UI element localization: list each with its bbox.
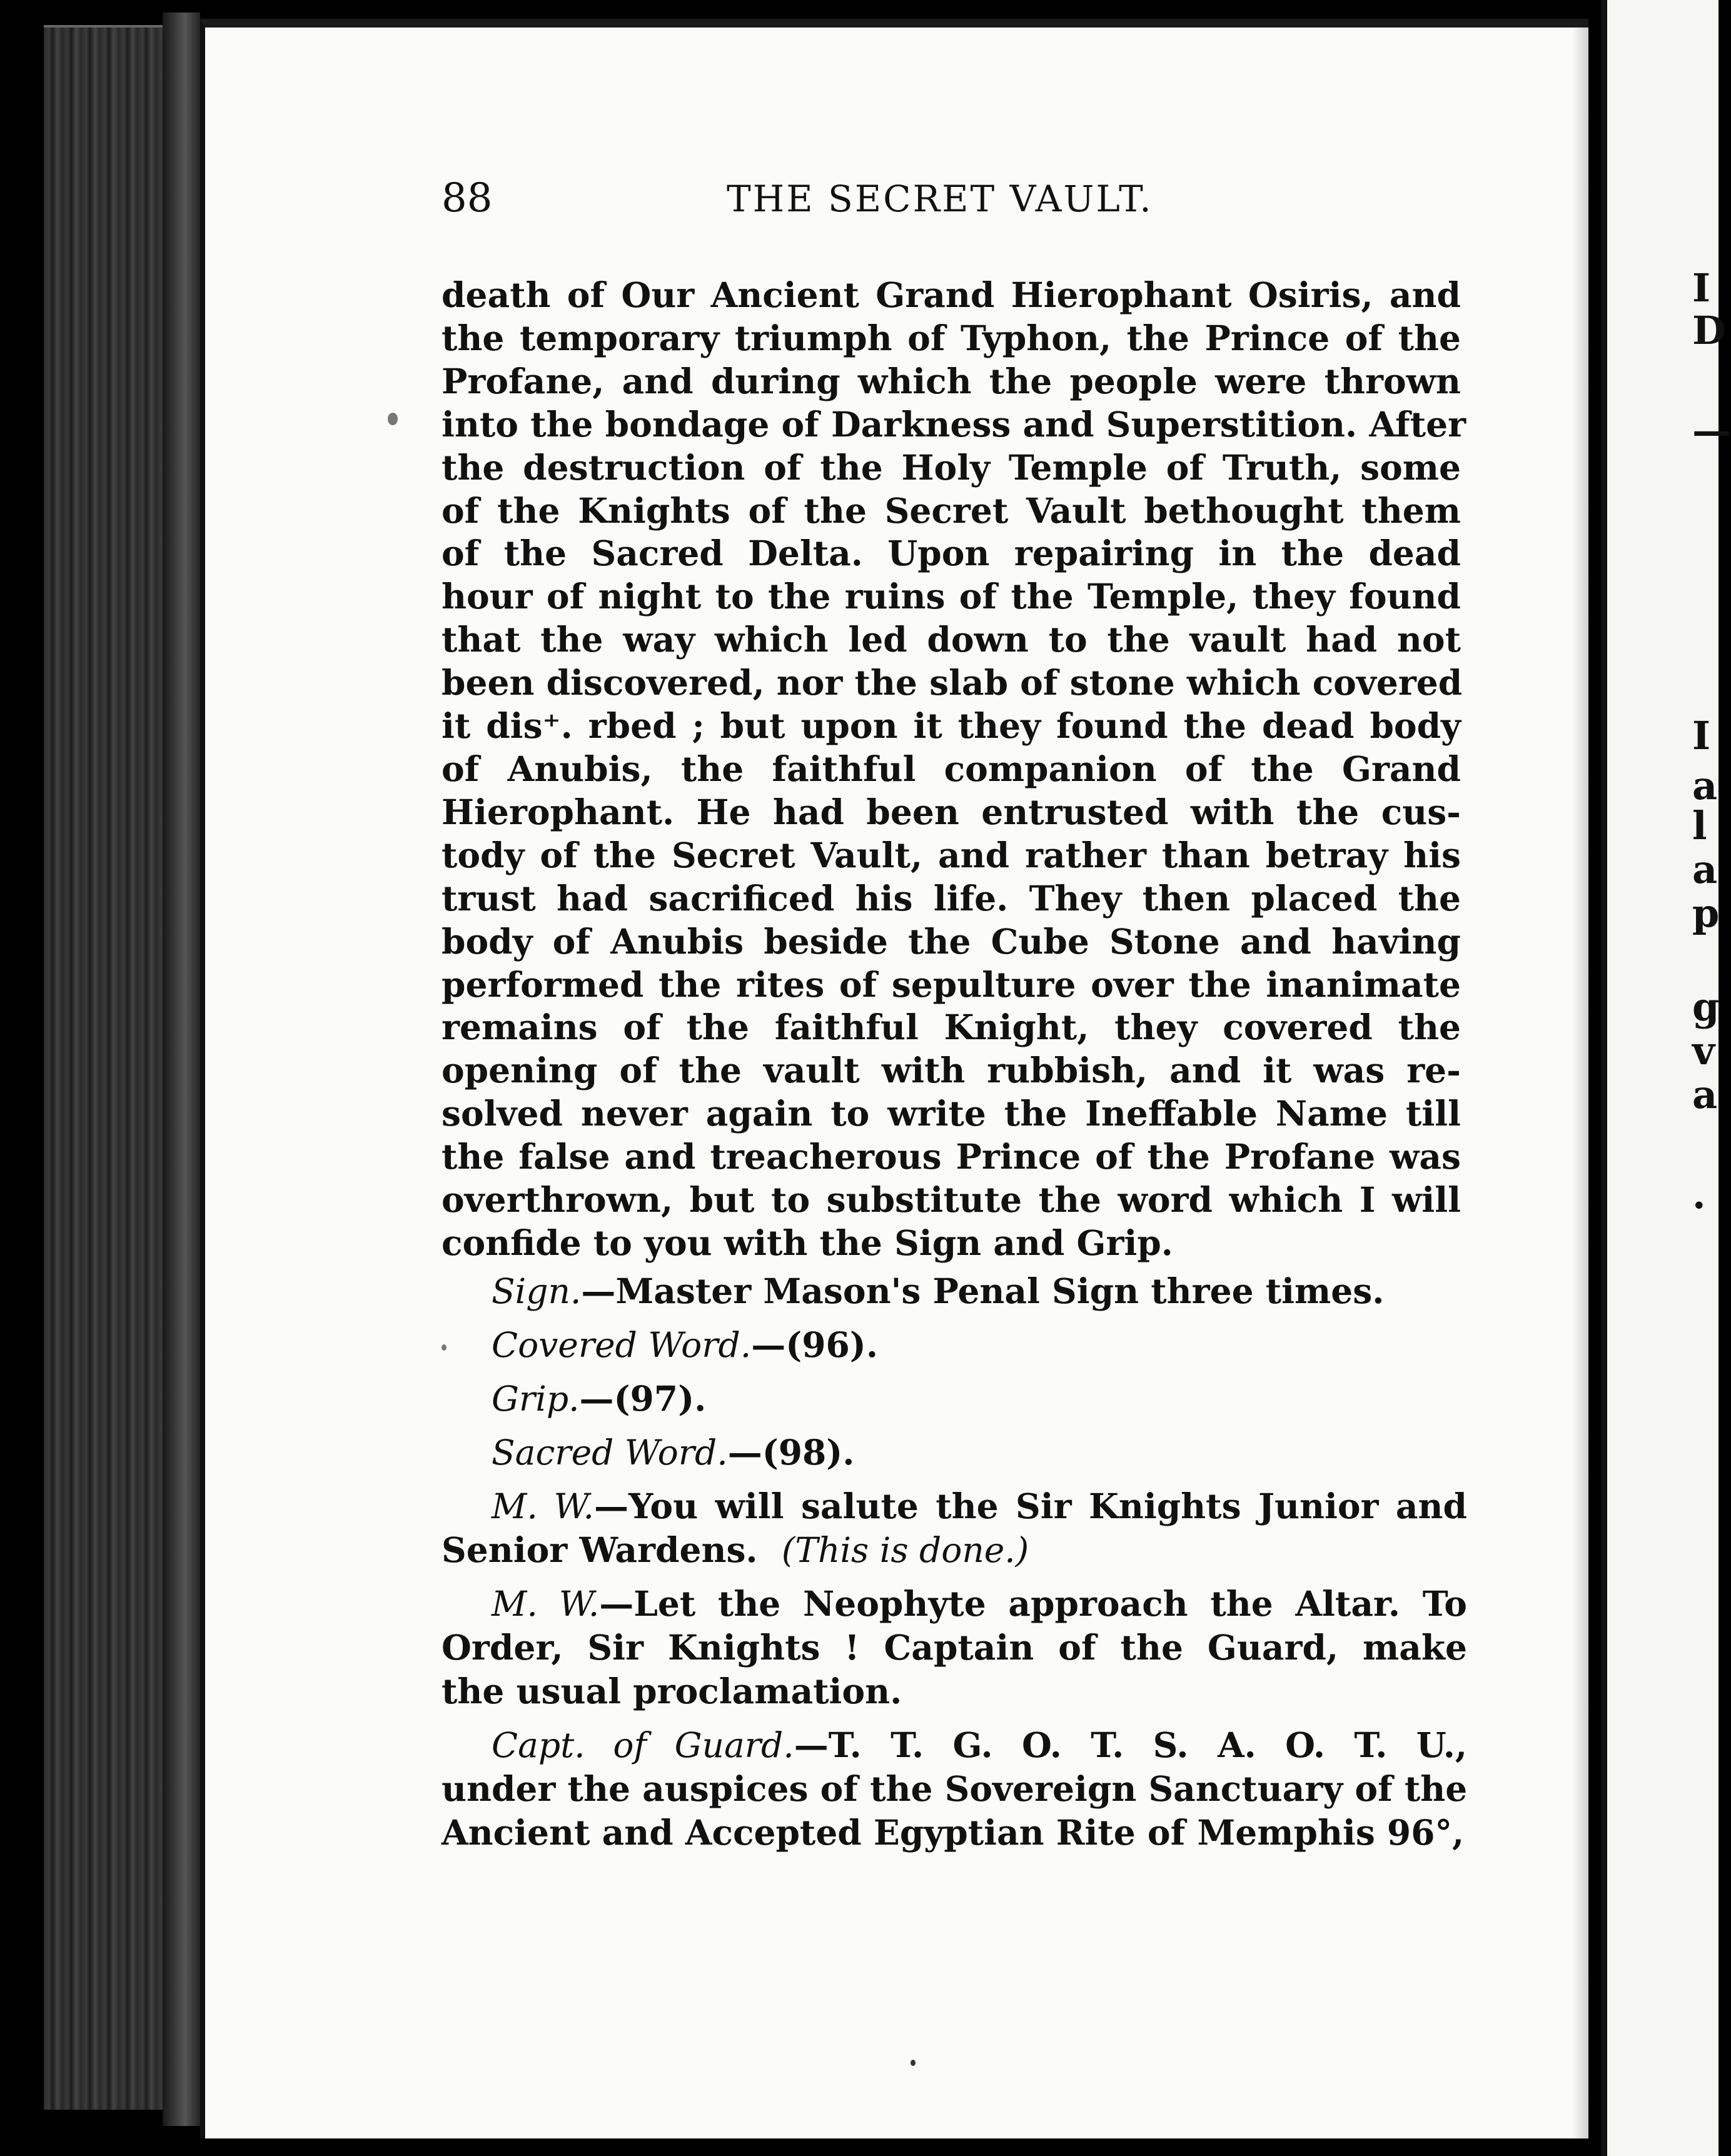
- speech-line: the usual proclamation.: [442, 1671, 902, 1711]
- text-line: it dis⁺. rbed ; but upon it they found the dead body: [442, 705, 1461, 747]
- speech-line: under the auspices of the Sovereign Sanctuary of the: [442, 1768, 1468, 1809]
- speech-line: —Let the Neophyte approach the Altar. To: [599, 1583, 1467, 1624]
- speech-line: Senior Wardens.: [442, 1529, 758, 1570]
- mw-salute-paragraph: [442, 1484, 1467, 1572]
- sacred-word-entry: [442, 1431, 1467, 1474]
- text-line: of the Knights of the Secret Vault bethought them: [442, 490, 1461, 531]
- text-line: hour of night to the ruins of the Temple, they found: [442, 576, 1461, 617]
- sign-text: —Master Mason's Penal Sign three times.: [581, 1271, 1385, 1311]
- covered-word-text: —(96).: [751, 1324, 878, 1365]
- speech-line: —You will salute the Sir Knights Junior and: [593, 1486, 1467, 1526]
- sign-label: Sign.: [492, 1271, 582, 1311]
- sacred-word-text: —(98).: [727, 1432, 855, 1473]
- text-line: opening of the vault with rubbish, and it was re-: [442, 1050, 1461, 1091]
- speech-line: Ancient and Accepted Egyptian Rite of Memphis 96°,: [442, 1812, 1465, 1853]
- covered-word-label: Covered Word.: [492, 1325, 752, 1365]
- text-line: been discovered, nor the slab of stone which covered: [442, 662, 1463, 703]
- stage-direction: (This is done.): [781, 1530, 1029, 1570]
- sign-entry: [442, 1269, 1467, 1313]
- mw-altar-paragraph: [442, 1582, 1467, 1713]
- text-line: overthrown, but to substitute the word which I will: [442, 1179, 1461, 1221]
- text-line: the destruction of the Holy Temple of Truth, some: [442, 446, 1461, 488]
- text-line: the temporary triumph of Typhon, the Prince of the: [442, 317, 1461, 358]
- text-line: death of Our Ancient Grand Hierophant Osiris, and: [442, 275, 1461, 315]
- text-line: Profane, and during which the people were thrown: [442, 360, 1461, 401]
- facing-page-char: I: [1692, 265, 1711, 311]
- text-line: tody of the Secret Vault, and rather than betray his: [442, 834, 1461, 875]
- speaker-label: M. W.: [492, 1486, 594, 1526]
- dust-speck: [911, 2060, 916, 2066]
- grip-label: Grip.: [492, 1379, 580, 1419]
- facing-page-char: a: [1692, 1072, 1718, 1117]
- dust-speck: [442, 1344, 447, 1351]
- text-line: body of Anubis beside the Cube Stone and having: [442, 920, 1461, 962]
- grip-text: —(97).: [579, 1378, 707, 1419]
- dust-speck: [388, 413, 398, 425]
- binding-shadow: [163, 13, 200, 2126]
- facing-page-char: D: [1692, 308, 1726, 353]
- covered-word-entry: [442, 1323, 1467, 1367]
- text-line: solved never again to write the Ineffable Name till: [442, 1093, 1461, 1134]
- text-line: confide to you with the Sign and Grip.: [442, 1222, 1173, 1263]
- text-line: the false and treacherous Prince of the Profane was: [442, 1136, 1461, 1177]
- speaker-label: Capt. of Guard.: [492, 1725, 794, 1765]
- speech-line: Order, Sir Knights ! Captain of the Guard, make: [442, 1627, 1467, 1668]
- text-line: that the way which led down to the vault had not: [442, 619, 1461, 660]
- text-line: into the bondage of Darkness and Superstition. After: [442, 403, 1466, 445]
- text-line: Hierophant. He had been entrusted with the cus-: [442, 791, 1461, 832]
- grip-entry: [442, 1377, 1467, 1421]
- facing-page-char: a: [1692, 763, 1718, 808]
- gutter-shadow: [1572, 28, 1588, 2138]
- facing-page-char: p: [1692, 890, 1720, 936]
- facing-page-char: g: [1692, 984, 1720, 1030]
- facing-page-char: a: [1692, 847, 1718, 892]
- facing-page-char: v: [1692, 1028, 1715, 1074]
- main-paragraph: [442, 274, 1466, 1265]
- text-line: of the Sacred Delta. Upon repairing in the dead: [442, 533, 1461, 574]
- speech-line: —T. T. G. O. T. S. A. O. T. U.,: [794, 1725, 1468, 1765]
- facing-page-char: .: [1692, 1172, 1706, 1217]
- facing-page-char: —: [1692, 408, 1731, 453]
- facing-page-char: l: [1692, 803, 1707, 849]
- sacred-word-label: Sacred Word.: [492, 1433, 728, 1473]
- facing-page-char: I: [1692, 713, 1711, 758]
- page-number: 88: [442, 175, 493, 221]
- text-line: trust had sacrificed his life. They then placed the: [442, 877, 1461, 919]
- text-line: remains of the faithful Knight, they covered the: [442, 1007, 1461, 1048]
- captain-proclamation-paragraph: [442, 1723, 1467, 1855]
- text-line: of Anubis, the faithful companion of the Grand: [442, 748, 1461, 789]
- text-line: performed the rites of sepulture over the inanimate: [442, 964, 1461, 1005]
- running-head: THE SECRET VAULT.: [727, 178, 1153, 220]
- speaker-label: M. W.: [492, 1584, 600, 1624]
